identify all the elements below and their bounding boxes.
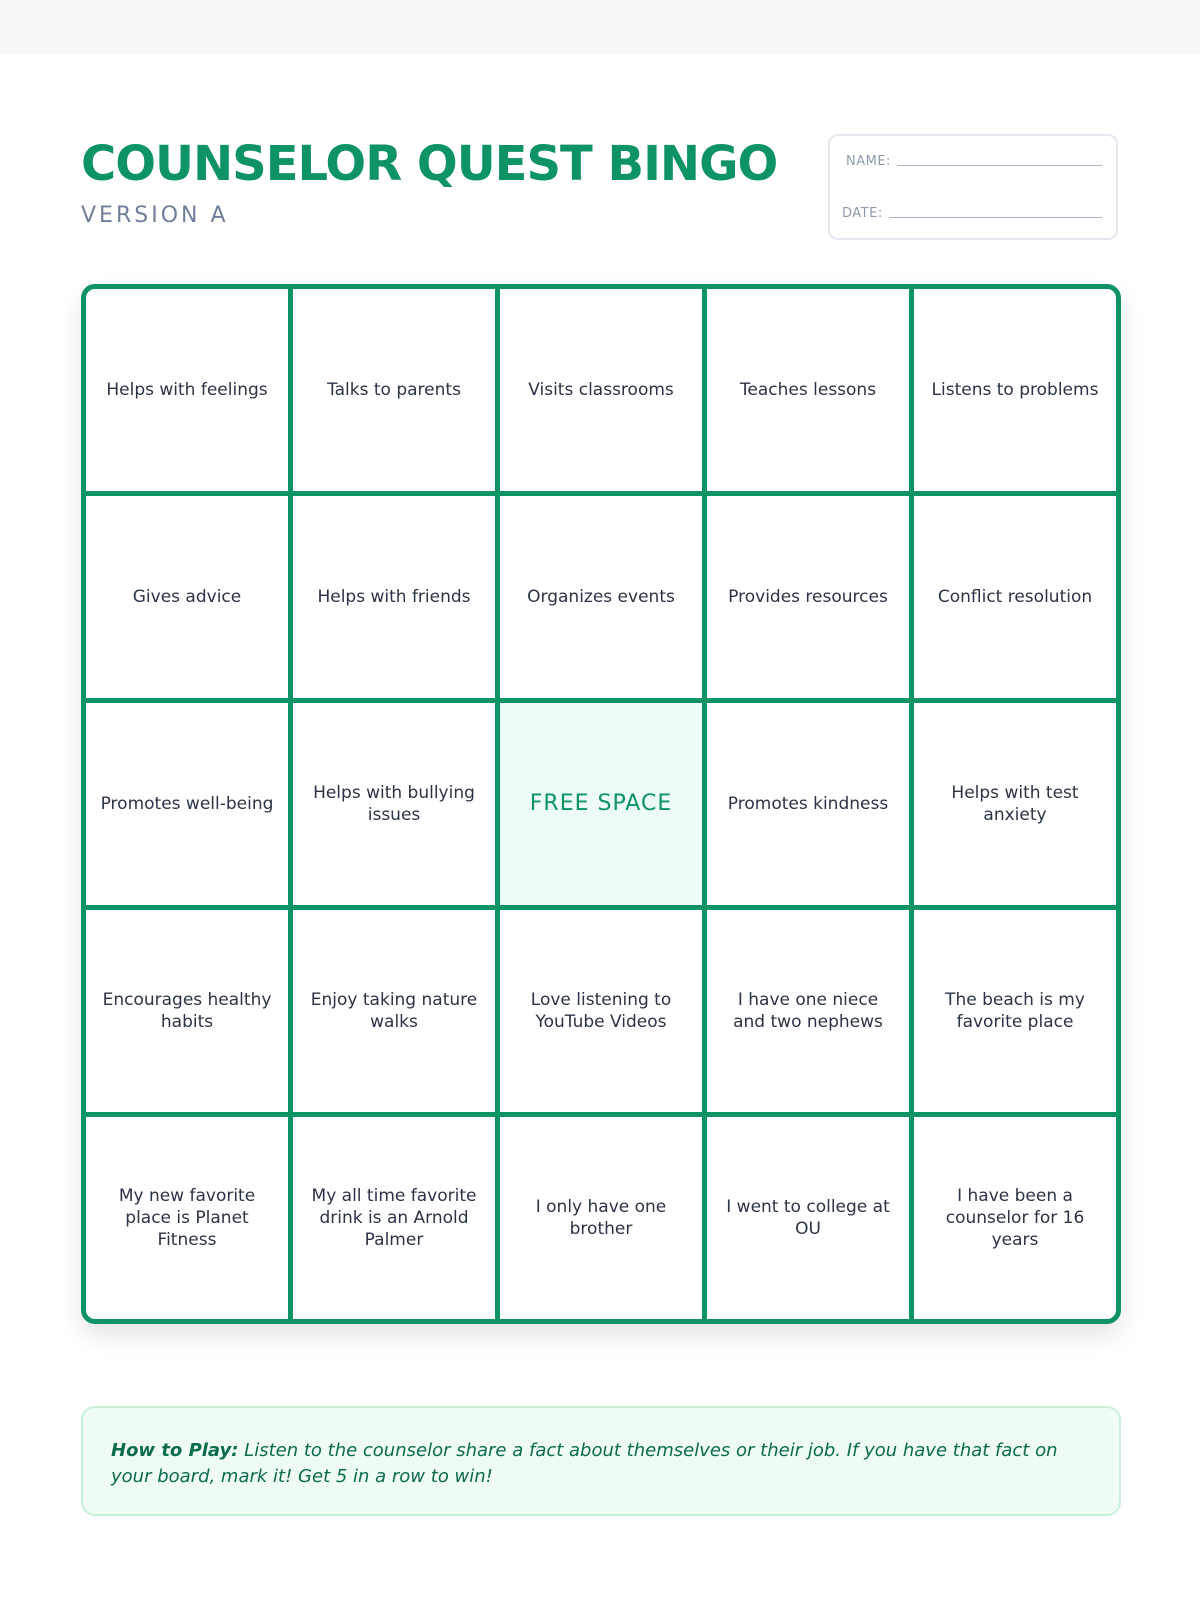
bingo-cell[interactable]: Promotes well-being xyxy=(86,703,288,905)
bingo-cell[interactable]: Helps with feelings xyxy=(86,289,288,491)
name-line xyxy=(897,165,1102,166)
name-label: NAME: xyxy=(846,154,891,169)
bingo-cell[interactable]: I have one niece and two nephews xyxy=(707,910,909,1112)
bingo-cell[interactable]: Organizes events xyxy=(500,496,702,698)
version-label: VERSION A xyxy=(81,203,229,228)
date-label: DATE: xyxy=(842,206,883,221)
bingo-cell[interactable]: I went to college at OU xyxy=(707,1117,909,1319)
bingo-cell[interactable]: Conflict resolution xyxy=(914,496,1116,698)
bingo-cell[interactable]: Encourages healthy habits xyxy=(86,910,288,1112)
how-to-play-text: Listen to the counselor share a fact about themselves or their job. If you have that fact on your board, mark it! Get 5 in a row to win! xyxy=(111,1440,1058,1487)
bingo-cell[interactable]: Listens to problems xyxy=(914,289,1116,491)
bingo-cell[interactable]: Promotes kindness xyxy=(707,703,909,905)
bingo-cell[interactable]: My new favorite place is Planet Fitness xyxy=(86,1117,288,1319)
bingo-cell[interactable]: Love listening to YouTube Videos xyxy=(500,910,702,1112)
name-date-box xyxy=(828,134,1118,240)
top-strip xyxy=(0,0,1200,54)
bingo-cell[interactable]: Gives advice xyxy=(86,496,288,698)
bingo-board xyxy=(81,284,1121,1324)
bingo-cell[interactable]: Helps with bullying issues xyxy=(293,703,495,905)
bingo-cell[interactable]: I only have one brother xyxy=(500,1117,702,1319)
bingo-cell[interactable]: The beach is my favorite place xyxy=(914,910,1116,1112)
bingo-cell[interactable]: Helps with test anxiety xyxy=(914,703,1116,905)
bingo-cell[interactable]: My all time favorite drink is an Arnold Palmer xyxy=(293,1117,495,1319)
how-to-play-label: How to Play: xyxy=(111,1440,239,1461)
free-space-cell[interactable]: FREE SPACE xyxy=(500,703,702,905)
bingo-cell[interactable]: Helps with friends xyxy=(293,496,495,698)
bingo-cell[interactable]: Enjoy taking nature walks xyxy=(293,910,495,1112)
bingo-cell[interactable]: I have been a counselor for 16 years xyxy=(914,1117,1116,1319)
how-to-play-box xyxy=(81,1406,1121,1516)
date-line xyxy=(889,217,1102,218)
bingo-cell[interactable]: Talks to parents xyxy=(293,289,495,491)
date-field[interactable] xyxy=(842,206,1102,221)
bingo-cell[interactable]: Visits classrooms xyxy=(500,289,702,491)
page-title: COUNSELOR QUEST BINGO xyxy=(81,136,778,192)
bingo-cell[interactable]: Provides resources xyxy=(707,496,909,698)
name-field[interactable] xyxy=(846,154,1102,169)
bingo-cell[interactable]: Teaches lessons xyxy=(707,289,909,491)
